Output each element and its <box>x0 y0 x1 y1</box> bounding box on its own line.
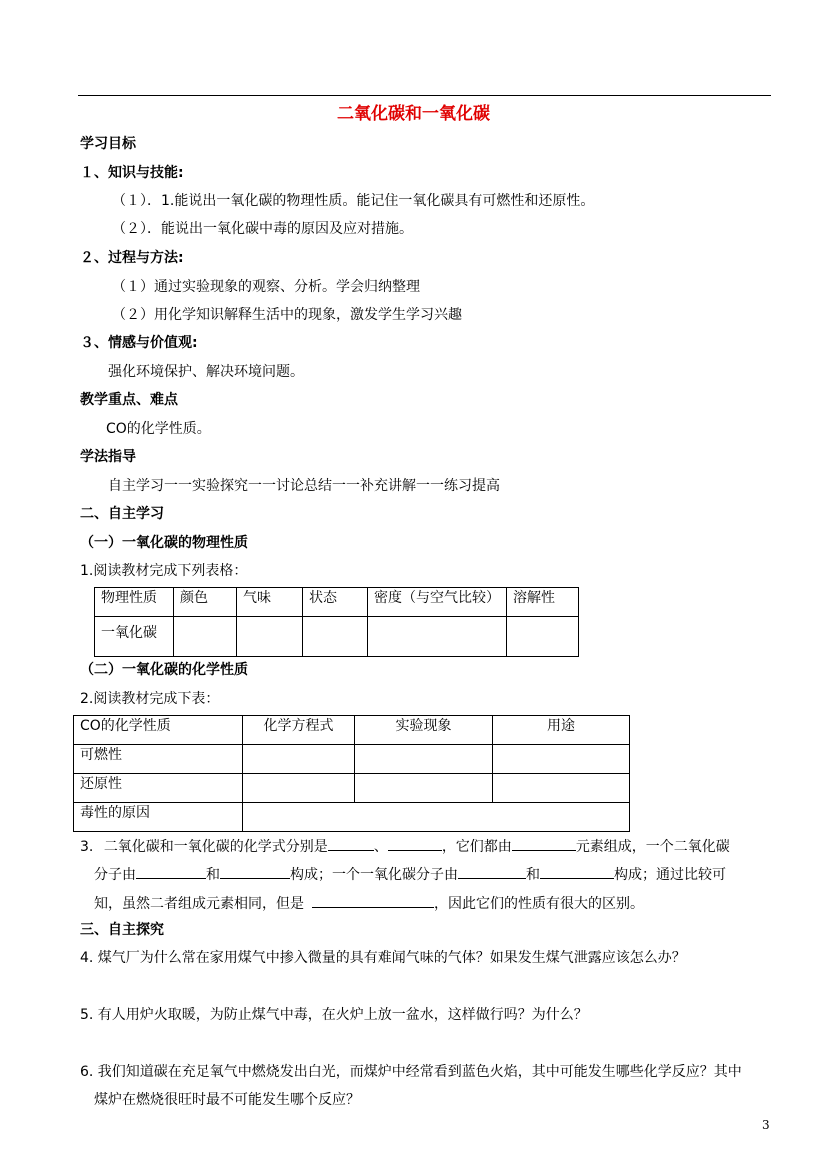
table2-cell-merged <box>243 803 630 832</box>
values-item-1: 强化环境保护、解决环境问题。 <box>108 364 304 380</box>
table1-header: 物理性质 <box>95 588 174 617</box>
question-1-text: 1.阅读教材完成下列表格： <box>80 563 248 579</box>
table2-cell <box>243 774 355 803</box>
document-title: 二氧化碳和一氧化碳 <box>337 104 490 124</box>
table2-header: 实验现象 <box>355 716 493 745</box>
table1-cell <box>507 617 579 657</box>
question-3-number: 3. <box>80 839 94 855</box>
answer-blank[interactable] <box>512 834 576 851</box>
key-points-heading: 教学重点、难点 <box>80 392 178 408</box>
table2-row-label: 还原性 <box>74 774 243 803</box>
question-3-line-3 <box>94 891 644 913</box>
part-three-heading: 三、自主探究 <box>80 922 164 938</box>
table1-header: 颜色 <box>174 588 237 617</box>
answer-blank[interactable] <box>312 891 434 908</box>
question-2-text: 2.阅读教材完成下表： <box>80 691 220 707</box>
question-3-line-2 <box>94 862 726 884</box>
table2-cell <box>493 774 630 803</box>
q3-text: 构成；通过比较可 <box>614 867 726 883</box>
question-6-line-2: 煤炉在燃烧很旺时最不可能发生哪个反应？ <box>94 1092 360 1108</box>
table2-cell <box>243 745 355 774</box>
question-5: 5. 有人用炉火取暖，为防止煤气中毒，在火炉上放一盆水，这样做行吗？为什么？ <box>80 1007 588 1023</box>
table2-cell <box>493 745 630 774</box>
q3-text: 和 <box>526 867 540 883</box>
table1-header: 溶解性 <box>507 588 579 617</box>
table1-cell <box>303 617 368 657</box>
subsection-physical-heading: （一）一氧化碳的物理性质 <box>80 535 248 551</box>
knowledge-item-1: （１）．1.能说出一氧化碳的物理性质。能记住一氧化碳具有可燃性和还原性。 <box>112 193 595 209</box>
table1-cell <box>237 617 303 657</box>
part-two-heading: 二、自主学习 <box>80 506 164 522</box>
answer-blank[interactable] <box>458 862 526 879</box>
q3-text: 元素组成，一个二氧化碳 <box>575 839 730 855</box>
chemical-properties-table <box>73 715 630 832</box>
answer-blank[interactable] <box>328 834 374 851</box>
section-knowledge-heading: １、知识与技能: <box>80 165 184 181</box>
question-4: 4. 煤气厂为什么常在家用煤气中掺入微量的具有难闻气味的气体？如果发生煤气泄露应该怎么办？ <box>80 950 686 966</box>
answer-blank[interactable] <box>388 834 442 851</box>
method-heading: 学法指导 <box>80 449 136 465</box>
question-6-line-1: 6. 我们知道碳在充足氧气中燃烧发出白光，而煤炉中经常看到蓝色火焰，其中可能发生哪些化学反应？其中 <box>80 1064 742 1080</box>
table1-header: 密度（与空气比较） <box>368 588 507 617</box>
table2-header: 化学方程式 <box>243 716 355 745</box>
q3-text: 、 <box>373 839 388 855</box>
section-values-heading: ３、情感与价值观: <box>80 335 198 351</box>
answer-blank[interactable] <box>136 862 206 879</box>
table1-header: 气味 <box>237 588 303 617</box>
table1-row-label: 一氧化碳 <box>95 617 174 657</box>
q3-text: 构成；一个一氧化碳分子由 <box>290 867 458 883</box>
table2-header: 用途 <box>493 716 630 745</box>
objectives-heading: 学习目标 <box>80 136 136 152</box>
table1-cell <box>174 617 237 657</box>
q3-text: ，因此它们的性质有很大的区别。 <box>434 896 644 912</box>
knowledge-item-2: （２）．能说出一氧化碳中毒的原因及应对措施。 <box>112 221 413 237</box>
q3-text: ，它们都由 <box>441 839 512 855</box>
answer-blank[interactable] <box>220 862 290 879</box>
q3-text: 知，虽然二者组成元素相同，但是 <box>94 896 304 912</box>
table2-header: CO的化学性质 <box>74 716 243 745</box>
section-process-heading: ２、过程与方法: <box>80 250 184 266</box>
table2-cell <box>355 745 493 774</box>
page-number: 3 <box>762 1118 770 1132</box>
method-text: 自主学习一一实验探究一一讨论总结一一补充讲解一一练习提高 <box>108 478 500 494</box>
q3-text: 二氧化碳和一氧化碳的化学式分别是 <box>103 839 328 855</box>
table1-header: 状态 <box>303 588 368 617</box>
process-item-1: （１）通过实验现象的观察、分析。学会归纳整理 <box>112 279 420 295</box>
subsection-chemical-heading: （二）一氧化碳的化学性质 <box>80 662 248 678</box>
q3-text: 分子由 <box>94 867 136 883</box>
physical-properties-table <box>94 587 579 657</box>
q3-text: 和 <box>206 867 220 883</box>
table2-cell <box>355 774 493 803</box>
table1-cell <box>368 617 507 657</box>
key-points-text: CO的化学性质。 <box>106 421 211 437</box>
table2-row-label: 可燃性 <box>74 745 243 774</box>
question-3-line-1 <box>80 834 730 856</box>
header-rule <box>78 95 771 96</box>
answer-blank[interactable] <box>540 862 614 879</box>
process-item-2: （２）用化学知识解释生活中的现象，激发学生学习兴趣 <box>112 307 462 323</box>
table2-row-label: 毒性的原因 <box>74 803 243 832</box>
